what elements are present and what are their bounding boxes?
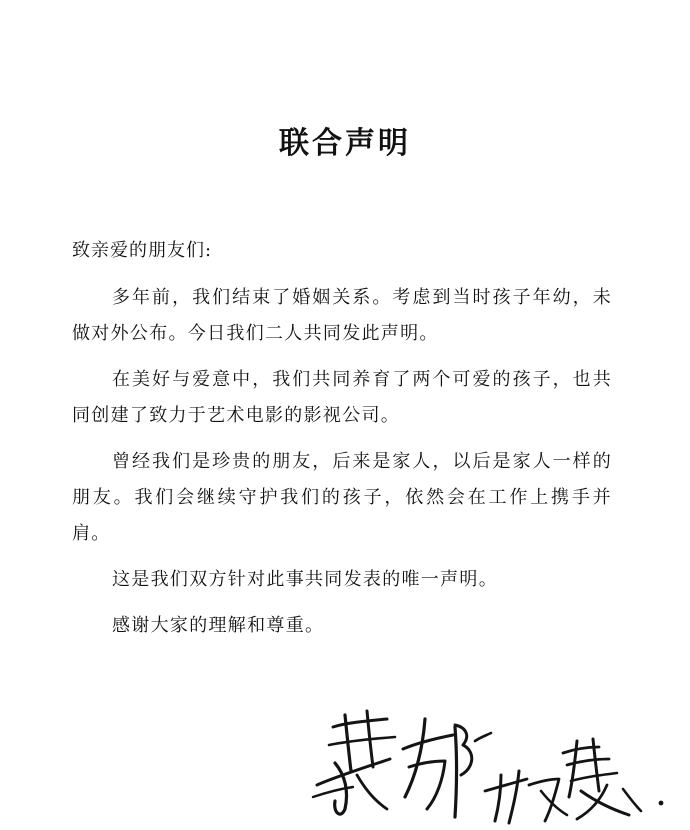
- salutation: 致亲爱的朋友们:: [72, 240, 213, 261]
- handwritten-signature: [305, 705, 675, 826]
- paragraph-2: 在美好与爱意中，我们共同养育了两个可爱的孩子，也共同创建了致力于艺术电影的影视公司。: [72, 369, 612, 426]
- paragraph-3: 曾经我们是珍贵的朋友，后来是家人，以后是家人一样的朋友。我们会继续守护我们的孩子，依然会在工作上携手并肩。: [72, 451, 612, 544]
- paragraph-5: 感谢大家的理解和尊重。: [112, 615, 325, 636]
- signature-ink: [313, 711, 641, 823]
- signature-dot: [659, 801, 664, 806]
- document-title: 联合声明: [279, 126, 411, 161]
- paragraph-1: 多年前，我们结束了婚姻关系。考虑到当时孩子年幼，未做对外公布。今日我们二人共同发此声明。: [72, 287, 612, 344]
- signature-strokes: [305, 705, 675, 826]
- statement-body: [72, 280, 612, 654]
- paragraph-4: 这是我们双方针对此事共同发表的唯一声明。: [112, 569, 498, 590]
